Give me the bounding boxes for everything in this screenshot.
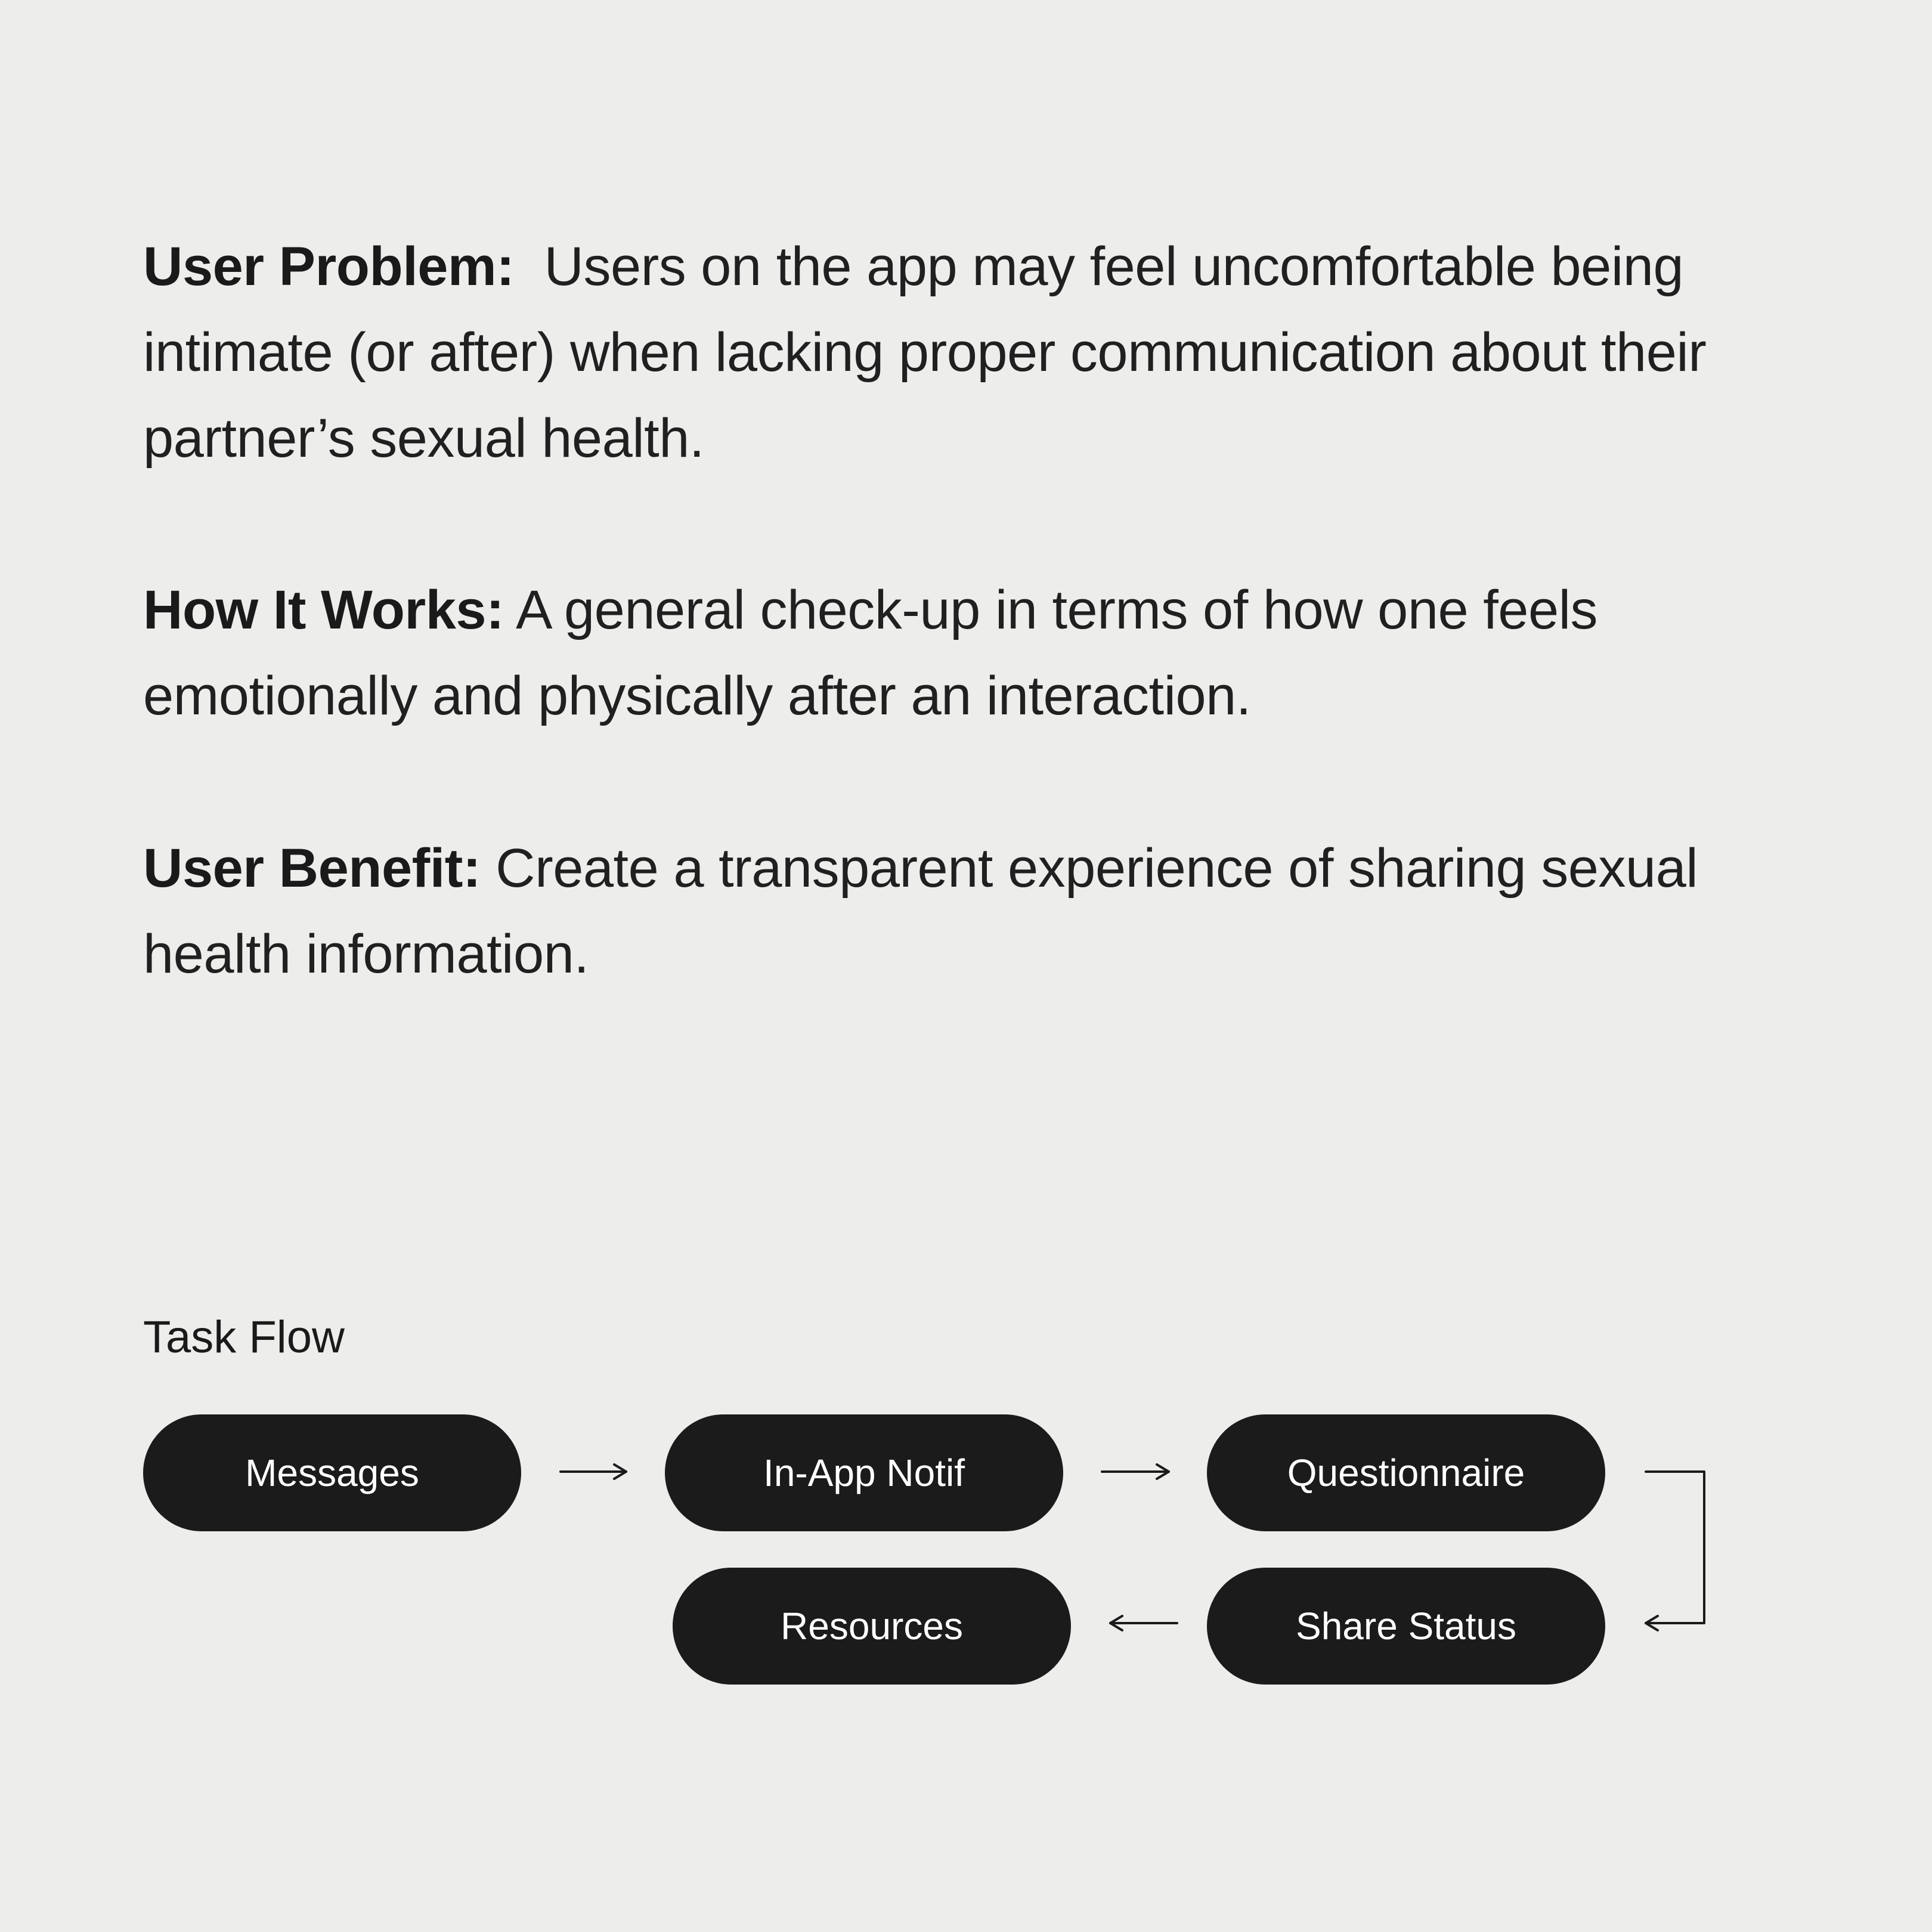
flow-node-messages: Messages — [143, 1414, 521, 1531]
flow-node-resources: Resources — [673, 1568, 1071, 1685]
arrow-inapp-to-questionnaire — [1102, 1465, 1169, 1479]
user-benefit-text: Create a transparent experience of sharing sexual health information. — [143, 838, 1698, 984]
flow-node-questionnaire: Questionnaire — [1207, 1414, 1605, 1531]
how-it-works-paragraph — [143, 567, 1813, 739]
arrow-messages-to-inapp — [561, 1465, 626, 1479]
flow-node-in-app-notif: In-App Notif — [665, 1414, 1063, 1531]
user-problem-label: User Problem: — [143, 236, 515, 297]
how-it-works-text: A general check-up in terms of how one feels emotionally and physically after an interaction. — [143, 580, 1598, 726]
user-benefit-label: User Benefit: — [143, 838, 481, 899]
user-benefit-paragraph — [143, 825, 1813, 997]
how-it-works-label: How It Works: — [143, 580, 504, 640]
user-problem-paragraph — [143, 224, 1813, 481]
arrow-share-status-to-resources — [1110, 1616, 1177, 1630]
user-problem-text: Users on the app may feel uncomfortable being intimate (or after) when lacking proper communication about their partner’s sexual health. — [143, 236, 1707, 469]
arrow-questionnaire-to-share-status — [1646, 1472, 1704, 1630]
flow-node-share-status: Share Status — [1207, 1568, 1605, 1685]
task-flow-title: Task Flow — [143, 1312, 345, 1363]
